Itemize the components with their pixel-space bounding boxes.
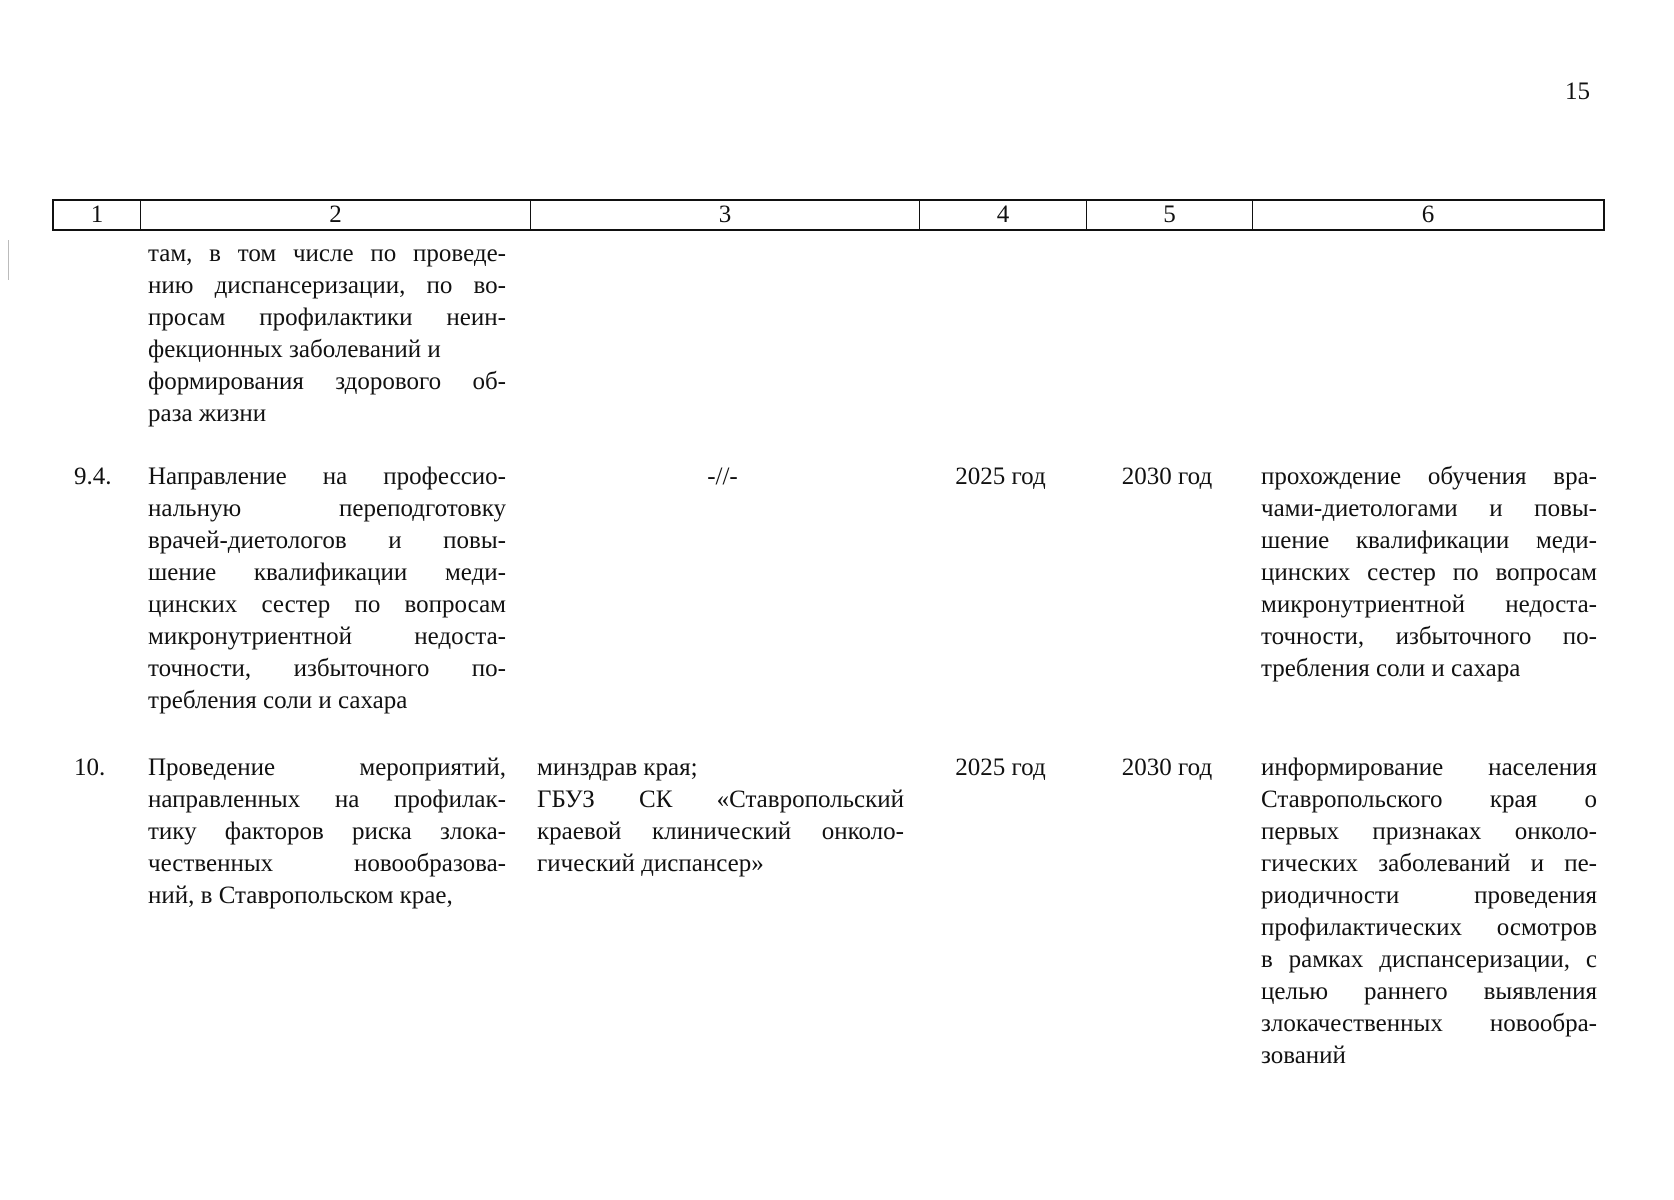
- text-line: зований: [1261, 1042, 1346, 1069]
- header-col-1: 1: [90, 201, 104, 228]
- text-line: точности, избыточного по-: [148, 655, 506, 682]
- text-line: цинских сестер по вопросам: [1261, 559, 1597, 586]
- row-9-4-col3: -//-: [707, 463, 738, 490]
- row-10-number: 10.: [74, 754, 106, 781]
- text-line: профилактических осмотров: [1261, 914, 1597, 941]
- text-line: минздрав края;: [537, 754, 698, 781]
- row-9-4-col5: 2030 год: [1121, 463, 1213, 490]
- header-col-2: 2: [140, 201, 530, 229]
- row-10-col6: [1261, 752, 1597, 1072]
- text-line: требления соли и сахара: [1261, 655, 1521, 682]
- text-line: в рамках диспансеризации, с: [1261, 946, 1597, 973]
- text-line: микронутриентной недоста-: [1261, 591, 1597, 618]
- text-line: формирования здорового об-: [148, 368, 506, 395]
- text-line: цинских сестер по вопросам: [148, 591, 506, 618]
- text-line: врачей-диетологов и повы-: [148, 527, 506, 554]
- text-line: злокачественных новообра-: [1261, 1010, 1597, 1037]
- header-col-5: 5: [1086, 201, 1252, 229]
- text-line: гических заболеваний и пе-: [1261, 850, 1597, 877]
- text-line: шение квалификации меди-: [1261, 527, 1597, 554]
- row-9-4-col6: [1261, 461, 1597, 685]
- text-line: ГБУЗ СК «Ставропольский: [537, 786, 904, 813]
- table-header-row: [52, 199, 1605, 231]
- text-line: прохождение обучения вра-: [1261, 463, 1597, 490]
- row-9-4-number: 9.4.: [74, 463, 112, 490]
- text-line: фекционных заболеваний и: [148, 336, 441, 363]
- text-line: раза жизни: [148, 400, 267, 427]
- text-line: целью раннего выявления: [1261, 978, 1597, 1005]
- text-line: чественных новообразова-: [148, 850, 506, 877]
- text-line: точности, избыточного по-: [1261, 623, 1597, 650]
- header-col-6: 6: [1252, 201, 1603, 229]
- text-line: риодичности проведения: [1261, 882, 1597, 909]
- header-col-3: 3: [530, 201, 919, 229]
- text-line: информирование населения: [1261, 754, 1597, 781]
- page-number: 15: [1565, 78, 1590, 105]
- continuation-col2: [148, 238, 506, 430]
- text-line: Ставропольского края о: [1261, 786, 1597, 813]
- header-col-4: 4: [919, 201, 1086, 229]
- text-line: чами-диетологами и повы-: [1261, 495, 1597, 522]
- text-line: первых признаках онколо-: [1261, 818, 1597, 845]
- text-line: шение квалификации меди-: [148, 559, 506, 586]
- text-line: нию диспансеризации, по во-: [148, 272, 506, 299]
- margin-mark: [8, 240, 9, 280]
- text-line: Направление на профессио-: [148, 463, 506, 490]
- text-line: тику факторов риска злока-: [148, 818, 506, 845]
- text-line: просам профилактики неин-: [148, 304, 506, 331]
- text-line: направленных на профилак-: [148, 786, 506, 813]
- row-10-col5: 2030 год: [1121, 754, 1213, 781]
- row-10-col3: [537, 752, 904, 880]
- text-line: микронутриентной недоста-: [148, 623, 506, 650]
- text-line: нальную переподготовку: [148, 495, 506, 522]
- text-line: ний, в Ставропольском крае,: [148, 882, 453, 909]
- text-line: требления соли и сахара: [148, 687, 408, 714]
- row-9-4-col4: 2025 год: [955, 463, 1046, 490]
- text-line: Проведение мероприятий,: [148, 754, 506, 781]
- text-line: краевой клинический онколо-: [537, 818, 904, 845]
- text-line: гический диспансер»: [537, 850, 764, 877]
- row-10-col4: 2025 год: [955, 754, 1046, 781]
- row-9-4-col2: [148, 461, 506, 717]
- row-10-col2: [148, 752, 506, 912]
- text-line: там, в том числе по проведе-: [148, 240, 506, 267]
